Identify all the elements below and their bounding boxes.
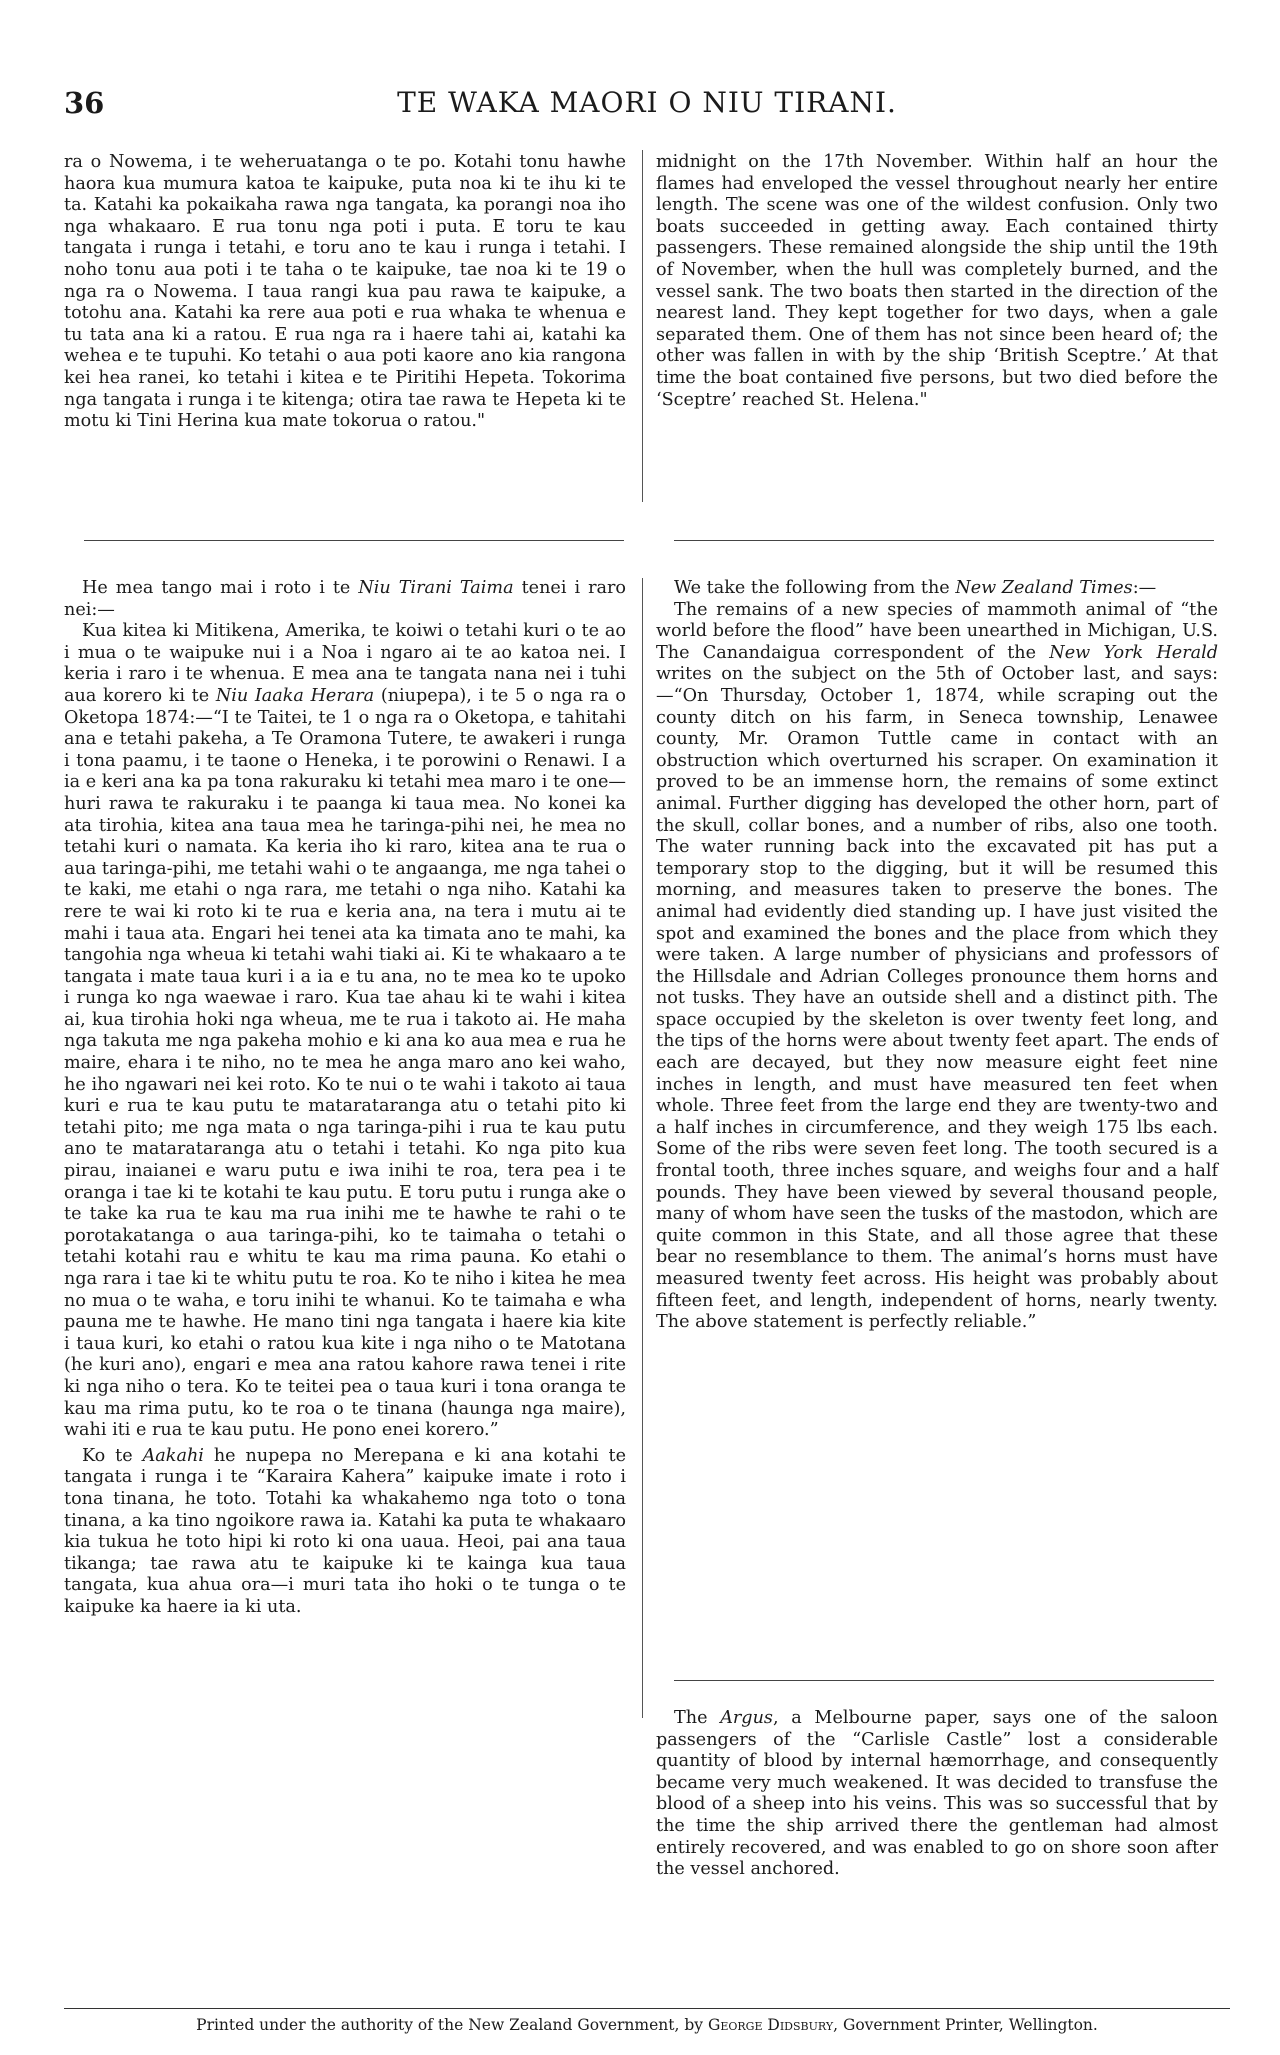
body-text: The remains of a new species of mammoth animal of “the world before the flood” have been unearthed in Michigan, U.S. The Canandaigua correspondent of the [656, 599, 1218, 663]
body-text: Kua kitea ki Mitikena, Amerika, te koiwi o tetahi kuri o te ao i mua o te waipuke nui i a Noa i ngaro ai te ao katoa nei. I keria i raro i te whenua. E mea ana te tangata nana nei i tuhi aua korero ki te [64, 621, 626, 706]
printer-name: George Didsbury [707, 2016, 834, 2034]
footer-text: , Government Printer, Wellington. [833, 2016, 1098, 2034]
page-number: 36 [64, 86, 105, 120]
column-divider [642, 150, 643, 502]
english-argus-article [656, 1708, 1218, 1881]
english-article-continuation [656, 152, 1218, 411]
maori-article-continuation [64, 152, 626, 433]
paragraph [64, 1446, 626, 1619]
article-intro [64, 578, 626, 621]
column-divider [642, 578, 643, 1718]
page-header [64, 86, 1230, 126]
imprint-footer [64, 2016, 1230, 2034]
paragraph [656, 600, 1218, 1334]
intro-text: :— [1132, 578, 1157, 598]
english-mammoth-article [656, 578, 1218, 1334]
paragraph [656, 1708, 1218, 1881]
intro-text: We take the following from the [674, 578, 956, 598]
paragraph [64, 621, 626, 1442]
paragraph: ra o Nowema, i te weheruatanga o te po. Kotahi tonu hawhe haora kua mumura katoa te kaipuke, puta noa ki te ihu ki te ta. Katahi ka pokaikaha rawa nga tangata, ka porangi noa iho nga whakaaro. E rua tonu nga poti i puta. E toru te kau tangata i runga i tetahi, e toru ano te kau i runga i tetahi. I noho tonu aua poti i te taha o te kaipuke, tae noa ki te 19 o nga ra o Nowema. I taua rangi kua pau rawa te kaipuke, a totohu ana. Katahi ka rere aua poti e rua whaka te whenua e tu tata ana ki a ratou. E rua nga ra i haere tahi ai, katahi ka wehea e te tupuhi. Ko tetahi o aua poti kaore ano kia rangona kei hea ranei, ko tetahi i kitea e te Piritihi Hepeta. Tokorima nga tangata i runga i te kitenga; otira tae rawa te Hepeta ki te motu ki Tini Herina kua mate tokorua o ratou." [64, 152, 626, 432]
page-title: TE WAKA MAORI O NIU TIRANI. [397, 86, 897, 119]
newspaper-page [64, 0, 1230, 2055]
body-text: Ko te [82, 1445, 143, 1466]
section-divider [674, 540, 1214, 541]
article-intro [656, 578, 1218, 600]
paragraph: midnight on the 17th November. Within half an hour the flames had enveloped the vessel throughout nearly her entire length. The scene was one of the wildest confusion. Only two boats succeeded in getting away. Each contained thirty passengers. These remained alongside the ship until the 19th of November, when the hull was completely burned, and the vessel sank. The two boats then started in the direction of the nearest land. They kept together for two days, when a gale separated them. One of them has not since been heard of; the other was fallen in with by the ship ‘British Sceptre.’ At that time the boat contained five persons, but two died before the ‘Sceptre’ reached St. Helena." [656, 152, 1218, 410]
body-text: The [674, 1708, 721, 1728]
body-text: he nupepa no Merepana e ki ana kotahi te tangata i runga i te “Karaira Kahera” kaipuke imate i roto i tona tinana, he toto. Totahi ka whakahemo nga toto o tona tinana, a ka tino ngoikore rawa ia. Katahi ka puta te whakaaro kia tukua he toto hipi ki roto ki ona uaua. Heoi, pai ana taua tikanga; tae rawa atu te kaipuke ki te kainga kua taua tangata, kua ahua ora—i muri tata iho hoki o te tunga o te kaipuke ka haere ia ki uta. [64, 1445, 627, 1617]
maori-mammoth-article [64, 578, 626, 1619]
intro-text: He mea tango mai i roto i te [82, 578, 359, 598]
source-title: Aakahi [142, 1445, 204, 1466]
footer-text: Printed under the authority of the New Zealand Government, by [196, 2016, 708, 2034]
section-divider [84, 540, 624, 541]
footer-divider [64, 2008, 1230, 2009]
source-title: New Zealand Times [955, 578, 1133, 598]
body-text: writes on the subject on the 5th of October last, and says:—“On Thursday, October 1, 1874, while scraping out the county ditch on his farm, in Seneca township, Lenawee county, Mr. Oramon Tuttle came in contact with an obstruction which overturned his scraper. On examination it proved to be an immense horn, the remains of some extinct animal. Further digging has developed the other horn, part of the skull, collar bones, and a number of ribs, also one tooth. The water running back into the excavated pit has put a temporary stop to the digging, but it will be resumed this morning, and measures taken to preserve the bones. The animal had evidently died standing up. I have just visited the spot and examined the bones and the place from which they were taken. A large number of physicians and professors of the Hillsdale and Adrian Colleges pronounce them horns and not tusks. They have an outside shell and a distinct pith. The space occupied by the skeleton is over twenty feet long, and the tips of the horns were about twenty feet apart. The ends of each are decayed, but they now measure eight feet nine inches in length, and must have measured ten feet when whole. Three feet from the large end they are twenty-two and a half inches in circumference, and they weigh 175 lbs each. Some of the ribs were seven feet long. The tooth secured is a frontal tooth, three inches square, and weighs four and a half pounds. They have been viewed by several thousand people, many of whom have seen the tusks of the mastodon, which are quite common in this State, and all those agree that these bear no resemblance to them. The animal’s horns must have measured twenty feet across. His height was probably about fifteen feet, and length, independent of horns, nearly twenty. The above statement is perfectly reliable.” [656, 664, 1218, 1333]
section-divider [674, 1680, 1214, 1681]
body-text: , a Melbourne paper, says one of the saloon passengers of the “Carlisle Castle” lost a considerable quantity of blood by internal hæmorrhage, and consequently became very much weakened. It was decided to transfuse the blood of a sheep into his veins. This was so successful that by the time the ship arrived there the gentleman had almost entirely recovered, and was enabled to go on shore soon after the vessel anchored. [656, 1708, 1218, 1880]
source-title: Niu Iaaka Herara [215, 685, 375, 706]
source-title: Niu Tirani Taima [358, 578, 514, 598]
intro-text: tenei i raro nei:— [64, 578, 626, 620]
source-title: New York Herald [1049, 642, 1219, 663]
source-title: Argus [720, 1708, 773, 1728]
body-text: (niupepa), i te 5 o nga ra o Oketopa 1874:—“I te Taitei, te 1 o nga ra o Oketopa, e tahitahi ana e tetahi pakeha, a Te Oramona Tutere, te awakeri i runga i tona paamu, i te taone o Heneka, i te porowini o Renawi. I a ia e keri ana ka pa tona rakuraku ki tetahi mea maro i te one—huri rawa te rakuraku i te paanga ki taua mea. No konei ka ata tirohia, kitea ana taua mea he taringa-pihi nei, he mea no tetahi kuri o namata. Ka keria iho ki raro, kitea ana te rua o aua taringa-pihi, me tetahi wahi o te angaanga, me nga tahei o te kaki, me etahi o nga rara, me tetahi o nga niho. Katahi ka rere te wai ki roto ki te rua e keria ana, na tera i mutu ai te mahi i taua ata. Engari hei tenei ata ka timata ano te mahi, ka tangohia nga wheua ki tetahi wahi tiaki ai. Ki te whakaaro a te tangata i mate taua kuri i a ia e tu ana, no te mea ko te upoko i runga ko nga waewae i raro. Kua tae ahau ki te wahi i kitea ai, kua tirohia hoki nga wheua, me te rua i takoto ai. He maha nga takuta me nga pakeha mohio e ki ana ko aua mea e rua he maire, ehara i te niho, no te mea he anga maro ano kei waho, he iho ngawari nei kei roto. Ko te nui o te wahi i takoto ai taua kuri e rua te kau putu te matarataranga atu o tetahi pito ki tetahi pito; me nga mata o nga taringa-pihi i rua te kau putu ano te matarataranga atu o tetahi i tetahi. Ko nga pito kua pirau, inaianei e waru putu e iwa inihi te roa, tera pea i te oranga i tae ki te kotahi te kau putu. E toru putu i runga ake o te take ka rua te kau ma rua inihi me te hawhe te rahi o te porotakatanga o aua taringa-pihi, ko te taimaha o tetahi o tetahi kotahi rau e whitu te kau ma rima pauna. Ko etahi o nga rara i tae ki te whitu putu te roa. Ko te niho i kitea he mea no mua o te waha, e toru inihi te whanui. Ko te taimaha e wha pauna me te hawhe. He mano tini nga tangata i haere kia kite i taua kuri, ko etahi o ratou kua kite i nga niho o te Matotana (he kuri ano), engari e mea ana ratou kahore rawa tenei i rite ki nga niho o tera. Ko te teitei pea o taua kuri i tona oranga te kau ma rima putu, ko te roa o te tinana (haunga nga maire), wahi iti e rua te kau putu. He pono enei korero.” [64, 685, 627, 1441]
